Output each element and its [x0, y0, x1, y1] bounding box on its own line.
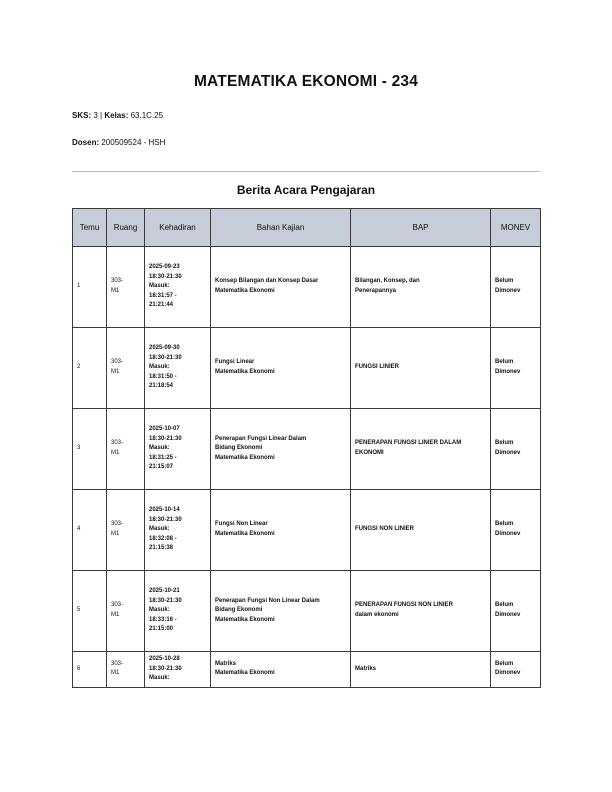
column-header-temu: Temu — [73, 209, 107, 247]
cell-ruang-line: M1 — [111, 531, 120, 537]
cell-kehadiran-line: 18:30-21:30 — [149, 597, 182, 604]
cell-kehadiran-line: 2025-10-14 — [149, 507, 180, 514]
cell-bahan-kajian-line: Matematika Ekonomi — [215, 369, 275, 375]
cell-bap-line: PENERAPAN FUNGSI LINIER DALAM — [355, 440, 462, 447]
cell-monev-line: Belum — [495, 521, 514, 528]
cell-bap-line: dalam ekonomi — [355, 612, 399, 618]
cell-monev — [491, 247, 541, 328]
cell-monev — [491, 409, 541, 490]
cell-bahan-kajian — [211, 409, 351, 490]
course-meta — [72, 111, 163, 120]
cell-monev-line: Dimonev — [495, 369, 521, 375]
cell-bahan-kajian — [211, 328, 351, 409]
cell-bap — [351, 490, 491, 571]
cell-monev-line: Dimonev — [495, 612, 521, 618]
cell-temu: 4 — [73, 490, 107, 571]
cell-bap-line: FUNGSI NON LINIER — [355, 526, 415, 533]
cell-temu: 1 — [73, 247, 107, 328]
cell-kehadiran-line: 2025-10-21 — [149, 588, 180, 595]
cell-kehadiran-line: Masuk: — [149, 283, 170, 290]
cell-kehadiran-line: 2025-10-28 — [149, 656, 180, 662]
cell-ruang-line: M1 — [111, 288, 120, 294]
cell-bahan-kajian-line: Matematika Ekonomi — [215, 454, 275, 461]
cell-bap — [351, 409, 491, 490]
cell-kehadiran — [145, 571, 211, 652]
cell-monev-line: Dimonev — [495, 531, 521, 537]
cell-kehadiran-line: 18:30-21:30 — [149, 435, 182, 442]
cell-kehadiran — [145, 652, 211, 688]
cell-bahan-kajian — [211, 652, 351, 688]
cell-kehadiran-line: 18:32:08 - — [149, 535, 177, 542]
column-header-ruang: Ruang — [107, 209, 145, 247]
cell-monev — [491, 328, 541, 409]
cell-bap-line: EKONOMI — [355, 450, 384, 456]
table-row — [73, 490, 541, 571]
column-header-bap: BAP — [351, 209, 491, 247]
cell-kehadiran-line: Masuk: — [149, 675, 170, 682]
cell-kehadiran-line: 2025-09-30 — [149, 345, 180, 352]
cell-ruang-line: M1 — [111, 450, 120, 456]
cell-bap-line: FUNGSI LINIER — [355, 364, 400, 371]
cell-monev — [491, 490, 541, 571]
cell-kehadiran-line: 2025-09-23 — [149, 264, 180, 271]
cell-monev-line: Dimonev — [495, 670, 521, 677]
cell-bahan-kajian-line: Konsep Bilangan dan Konsep Dasar — [215, 278, 319, 285]
cell-bap — [351, 652, 491, 688]
table-row — [73, 571, 541, 652]
cell-ruang-line: 303- — [111, 278, 124, 285]
cell-kehadiran-line: 2025-10-07 — [149, 426, 180, 433]
lecturer-info — [72, 138, 165, 147]
cell-bahan-kajian-line: Penerapan Fungsi Non Linear Dalam — [215, 597, 320, 604]
cell-bahan-kajian-line: Fungsi Non Linear — [215, 521, 268, 528]
cell-ruang-line: 303- — [111, 602, 124, 609]
cell-ruang — [107, 328, 145, 409]
cell-bahan-kajian-line: Matematika Ekonomi — [215, 616, 275, 623]
cell-bahan-kajian-line: Matriks — [215, 660, 237, 667]
cell-bahan-kajian — [211, 247, 351, 328]
cell-ruang — [107, 247, 145, 328]
cell-ruang-line: M1 — [111, 612, 120, 618]
cell-monev-line: Dimonev — [495, 450, 521, 456]
course-title: MATEMATIKA EKONOMI - 234 — [193, 73, 419, 90]
cell-monev — [491, 571, 541, 652]
cell-bahan-kajian-line: Bidang Ekonomi — [215, 445, 263, 452]
cell-monev-line: Belum — [495, 440, 514, 447]
dosen-value: 200509524 - HSH — [101, 138, 166, 147]
cell-ruang — [107, 571, 145, 652]
kelas-label: Kelas: — [104, 111, 129, 120]
cell-monev-line: Belum — [495, 660, 514, 667]
cell-ruang-line: 303- — [111, 440, 124, 447]
cell-kehadiran-line: 18:33:16 - — [149, 616, 177, 623]
cell-bap — [351, 571, 491, 652]
cell-bap-line: Penerapannya — [355, 288, 397, 294]
table-row — [73, 409, 541, 490]
cell-bahan-kajian — [211, 571, 351, 652]
cell-kehadiran-line: 18:30-21:30 — [149, 665, 182, 672]
cell-kehadiran — [145, 247, 211, 328]
cell-bahan-kajian-line: Penerapan Fungsi Linear Dalam — [215, 435, 307, 442]
cell-kehadiran-line: 18:30-21:30 — [149, 273, 182, 280]
cell-kehadiran — [145, 328, 211, 409]
cell-kehadiran-line: Masuk: — [149, 445, 170, 452]
cell-bahan-kajian — [211, 490, 351, 571]
cell-bap — [351, 328, 491, 409]
cell-ruang — [107, 652, 145, 688]
cell-temu: 2 — [73, 328, 107, 409]
sks-value: 3 — [93, 111, 98, 120]
cell-kehadiran-line: 21:15:00 — [149, 626, 174, 633]
cell-kehadiran-line: Masuk: — [149, 526, 170, 533]
cell-bahan-kajian-line: Bidang Ekonomi — [215, 607, 263, 614]
cell-monev — [491, 652, 541, 688]
cell-ruang-line: 303- — [111, 521, 124, 528]
cell-ruang-line: M1 — [111, 670, 120, 677]
column-header-bahan-kajian: Bahan Kajian — [211, 209, 351, 247]
section-divider — [72, 171, 540, 172]
cell-monev-line: Belum — [495, 359, 514, 366]
cell-ruang — [107, 490, 145, 571]
cell-kehadiran-line: 21:21:44 — [149, 302, 174, 309]
cell-kehadiran-line: 21:15:38 — [149, 545, 174, 552]
cell-bap — [351, 247, 491, 328]
cell-bap-line: PENERAPAN FUNGSI NON LINIER — [355, 602, 453, 609]
cell-bahan-kajian-line: Matematika Ekonomi — [215, 288, 275, 294]
table-row — [73, 652, 541, 688]
column-header-monev: MONEV — [491, 209, 541, 247]
column-header-kehadiran: Kehadiran — [145, 209, 211, 247]
table-row — [73, 328, 541, 409]
dosen-label: Dosen: — [72, 138, 100, 147]
cell-kehadiran-line: Masuk: — [149, 607, 170, 614]
cell-bahan-kajian-line: Matematika Ekonomi — [215, 670, 275, 677]
cell-bap-line: Matriks — [355, 665, 377, 672]
cell-temu: 6 — [73, 652, 107, 688]
cell-kehadiran-line: 18:31:50 - — [149, 373, 177, 380]
cell-monev-line: Belum — [495, 602, 514, 609]
cell-kehadiran — [145, 490, 211, 571]
cell-kehadiran-line: 18:31:57 - — [149, 292, 177, 299]
kelas-value: 63.1C.25 — [130, 111, 164, 120]
cell-bap-line: Bilangan, Konsep, dan — [355, 278, 420, 285]
sks-label: SKS: — [72, 111, 92, 120]
cell-kehadiran-line: 18:31:25 - — [149, 454, 177, 461]
table-header-row — [73, 209, 541, 247]
cell-temu: 3 — [73, 409, 107, 490]
meta-separator: | — [100, 111, 103, 120]
cell-monev-line: Dimonev — [495, 288, 521, 294]
cell-bahan-kajian-line: Fungsi Linear — [215, 359, 255, 366]
cell-bahan-kajian-line: Matematika Ekonomi — [215, 531, 275, 537]
cell-kehadiran-line: 18:30-21:30 — [149, 516, 182, 523]
section-title: Berita Acara Pengajaran — [236, 183, 376, 197]
cell-kehadiran-line: 18:30-21:30 — [149, 354, 182, 361]
table-body — [73, 247, 541, 688]
cell-ruang — [107, 409, 145, 490]
teaching-record-table — [72, 208, 541, 688]
cell-kehadiran-line: 21:15:07 — [149, 464, 174, 471]
cell-temu: 5 — [73, 571, 107, 652]
cell-kehadiran-line: 21:18:54 — [149, 383, 174, 390]
cell-ruang-line: 303- — [111, 359, 124, 366]
cell-kehadiran — [145, 409, 211, 490]
cell-kehadiran-line: Masuk: — [149, 364, 170, 371]
cell-ruang-line: M1 — [111, 369, 120, 375]
cell-monev-line: Belum — [495, 278, 514, 285]
cell-ruang-line: 303- — [111, 660, 124, 667]
table-row — [73, 247, 541, 328]
